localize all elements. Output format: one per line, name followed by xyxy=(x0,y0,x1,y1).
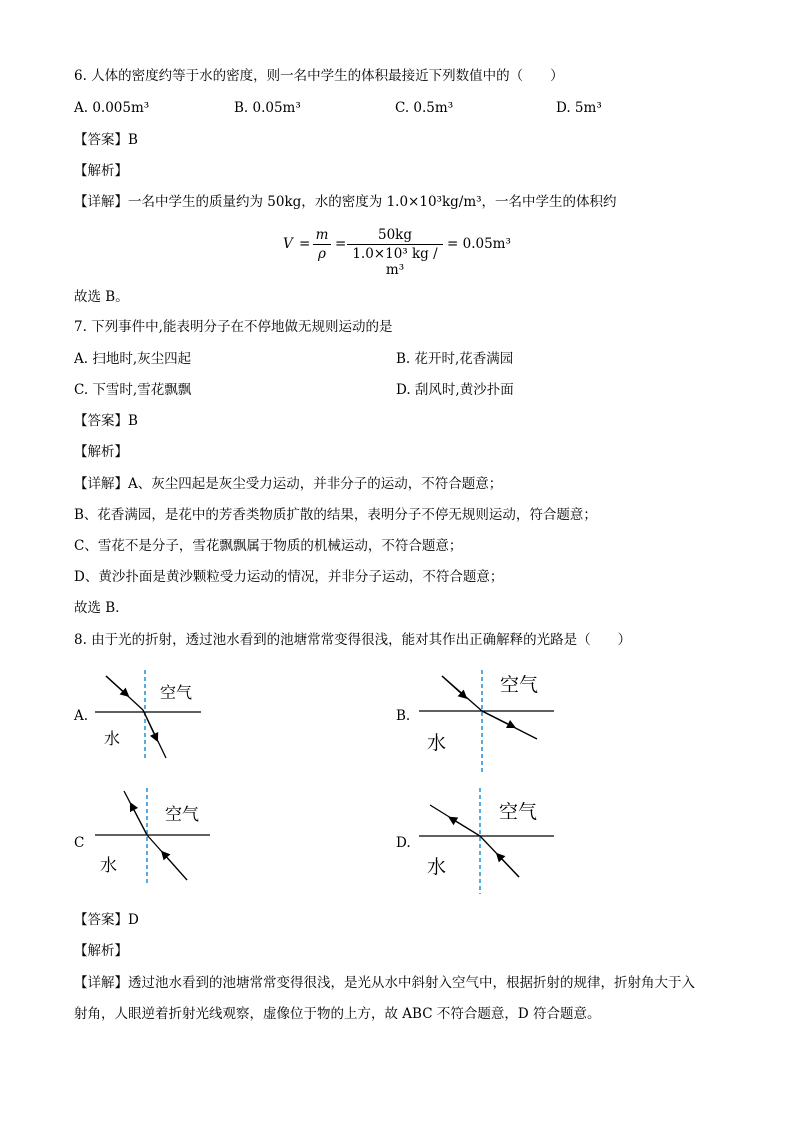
refracted-ray-arrow xyxy=(452,819,480,836)
incident-ray-arrow xyxy=(499,856,519,877)
formula-lhs: V xyxy=(283,236,293,252)
fraction-1-numerator: m xyxy=(315,227,329,243)
q8-figure-d-water: 水 xyxy=(427,856,447,878)
q7-conclusion: 故选 B． xyxy=(74,600,129,616)
formula-fraction-2 xyxy=(347,227,443,278)
incident-ray-arrow xyxy=(442,676,464,696)
q8-detail-1: 【详解】透过池水看到的池塘常常变得很浅，是光从水中斜射入空气中，根据折射的规律，折射角大于入 xyxy=(74,975,695,991)
q6-detail: 【详解】一名中学生的质量约为 50kg，水的密度为 1.0×10³kg/m³，一名中学生的体积约 xyxy=(74,194,617,210)
q8-figure-c-label: C xyxy=(74,835,85,851)
incident-ray-arrow xyxy=(164,854,187,880)
q7-detail-2: B、花香满园，是花中的芳香类物质扩散的结果，表明分子不停无规则运动，符合题意； xyxy=(74,507,597,523)
q6-answer: 【答案】B xyxy=(74,132,138,148)
q7-stem: 7. 下列事件中,能表明分子在不停地做无规则运动的是 xyxy=(74,319,393,335)
formula-equals-1: = xyxy=(299,236,311,252)
incident-ray-arrow xyxy=(106,676,126,694)
q8-answer: 【答案】D xyxy=(74,912,139,928)
q6-conclusion: 故选 B。 xyxy=(74,289,129,305)
q8-stem: 8. 由于光的折射，透过池水看到的池塘常常变得很浅，能对其作出正确解释的光路是（ ） xyxy=(74,632,632,648)
refracted-ray-arrow xyxy=(482,711,512,726)
q8-figure-a xyxy=(90,668,210,764)
q7-option-c: C. 下雪时,雪花飘飘 xyxy=(74,382,192,398)
q8-figure-a-air: 空气 xyxy=(160,683,193,702)
q6-stem: 6. 人体的密度约等于水的密度，则一名中学生的体积最接近下列数值中的（ ） xyxy=(74,68,564,84)
q7-detail-1: 【详解】A、灰尘四起是灰尘受力运动，并非分子的运动，不符合题意； xyxy=(74,476,503,492)
q6-option-c: C. 0.5m³ xyxy=(395,100,454,116)
q7-detail-4: D、黄沙扑面是黄沙颗粒受力运动的情况，并非分子运动，不符合题意； xyxy=(74,569,504,585)
q6-option-a: A. 0.005m³ xyxy=(74,100,150,116)
q8-figure-a-water: 水 xyxy=(104,729,121,748)
q6-analysis: 【解析】 xyxy=(74,163,128,179)
q8-figure-d-label: D. xyxy=(396,835,411,851)
q8-figure-c-water: 水 xyxy=(100,856,117,876)
q6-option-b: B. 0.05m³ xyxy=(234,100,301,116)
fraction-2-numerator: 50kg xyxy=(377,227,412,243)
q7-answer: 【答案】B xyxy=(74,413,138,429)
q7-option-a: A. 扫地时,灰尘四起 xyxy=(74,351,192,367)
formula-equals-2: = xyxy=(335,236,347,252)
q8-figure-b-water: 水 xyxy=(427,732,447,754)
q8-detail-2: 射角，人眼逆着折射光线观察，虚像位于物的上方，故 ABC 不符合题意，D 符合题意。 xyxy=(74,1006,601,1022)
q8-analysis: 【解析】 xyxy=(74,943,128,959)
refracted-ray-arrow xyxy=(132,806,147,835)
q8-figure-b-label: B. xyxy=(396,708,411,724)
q8-figure-d xyxy=(414,786,559,898)
q8-figure-c-air: 空气 xyxy=(165,805,199,825)
q7-option-d: D. 刮风时,黄沙扑面 xyxy=(396,382,514,398)
fraction-2-denominator: 1.0×10³ kg / m³ xyxy=(352,246,438,278)
q7-option-b: B. 花开时,花香满园 xyxy=(396,351,514,367)
q7-detail-3: C、雪花不是分子，雪花飘飘属于物质的机械运动，不符合题意； xyxy=(74,538,463,554)
q7-analysis: 【解析】 xyxy=(74,444,128,460)
formula-fraction-1 xyxy=(313,227,331,262)
q8-figure-d-air: 空气 xyxy=(499,801,538,823)
q8-figure-a-label: A. xyxy=(74,708,89,724)
fraction-1-denominator: ρ xyxy=(318,246,326,262)
q8-figure-b-air: 空气 xyxy=(500,674,539,696)
q6-option-d: D. 5m³ xyxy=(556,100,602,116)
formula-result: = 0.05m³ xyxy=(447,236,511,252)
